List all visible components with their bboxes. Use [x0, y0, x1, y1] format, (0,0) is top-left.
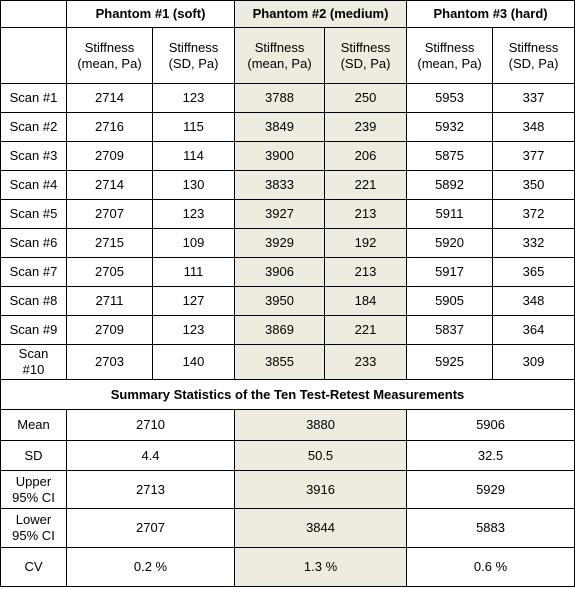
subheader-line: Stiffness	[168, 39, 219, 55]
subheader-line: Stiffness	[340, 39, 391, 55]
value-cell: 3900	[235, 142, 325, 171]
value-cell: 5953	[407, 84, 493, 113]
value-cell: 350	[493, 171, 575, 200]
value-cell: 3906	[235, 258, 325, 287]
value-cell: 3927	[235, 200, 325, 229]
value-cell: 5892	[407, 171, 493, 200]
summary-title: Summary Statistics of the Ten Test-Retest Measurements	[1, 380, 575, 410]
value-cell: 114	[153, 142, 235, 171]
summary-value: 5929	[407, 471, 575, 509]
value-cell: 5905	[407, 287, 493, 316]
summary-row-mean	[1, 410, 575, 441]
summary-row-sd	[1, 441, 575, 471]
summary-row-lower-ci	[1, 509, 575, 548]
value-cell: 111	[153, 258, 235, 287]
value-cell: 109	[153, 229, 235, 258]
row-label	[1, 471, 67, 509]
row-label: Scan #2	[1, 113, 67, 142]
summary-value: 4.4	[67, 441, 235, 471]
scan-row	[1, 142, 575, 171]
row-label: CV	[1, 548, 67, 587]
phantom-1-header: Phantom #1 (soft)	[67, 1, 235, 28]
mean-subheader	[407, 28, 493, 84]
row-label	[1, 345, 67, 380]
row-label: SD	[1, 441, 67, 471]
phantom-2-header: Phantom #2 (medium)	[235, 1, 407, 28]
value-cell: 213	[325, 200, 407, 229]
value-cell: 364	[493, 316, 575, 345]
subheader-row	[1, 28, 575, 84]
value-cell: 2715	[67, 229, 153, 258]
mean-subheader	[67, 28, 153, 84]
corner-cell-2	[1, 28, 67, 84]
summary-value: 1.3 %	[235, 548, 407, 587]
sd-subheader	[493, 28, 575, 84]
value-cell: 372	[493, 200, 575, 229]
value-cell: 2705	[67, 258, 153, 287]
row-label-line: Scan	[18, 346, 49, 361]
scan-row	[1, 171, 575, 200]
subheader-line: (SD, Pa)	[508, 55, 559, 71]
phantom-header-row	[1, 1, 575, 28]
value-cell: 337	[493, 84, 575, 113]
summary-value: 32.5	[407, 441, 575, 471]
value-cell: 123	[153, 84, 235, 113]
value-cell: 130	[153, 171, 235, 200]
summary-value: 0.2 %	[67, 548, 235, 587]
summary-value: 3844	[235, 509, 407, 548]
summary-value: 0.6 %	[407, 548, 575, 587]
value-cell: 5875	[407, 142, 493, 171]
row-label-line: Lower	[15, 512, 52, 527]
row-label: Scan #1	[1, 84, 67, 113]
subheader-line: (SD, Pa)	[340, 55, 391, 71]
sd-subheader	[153, 28, 235, 84]
value-cell: 239	[325, 113, 407, 142]
summary-value: 5883	[407, 509, 575, 548]
subheader-line: Stiffness	[508, 39, 559, 55]
scan-row	[1, 229, 575, 258]
row-label: Scan #4	[1, 171, 67, 200]
value-cell: 5917	[407, 258, 493, 287]
row-label: Scan #5	[1, 200, 67, 229]
value-cell: 206	[325, 142, 407, 171]
value-cell: 221	[325, 171, 407, 200]
value-cell: 5925	[407, 345, 493, 380]
value-cell: 140	[153, 345, 235, 380]
summary-value: 2713	[67, 471, 235, 509]
scan-row	[1, 287, 575, 316]
value-cell: 348	[493, 287, 575, 316]
scan-row	[1, 113, 575, 142]
phantom-3-header: Phantom #3 (hard)	[407, 1, 575, 28]
value-cell: 213	[325, 258, 407, 287]
value-cell: 2709	[67, 142, 153, 171]
sd-subheader	[325, 28, 407, 84]
value-cell: 123	[153, 316, 235, 345]
summary-value: 5906	[407, 410, 575, 441]
scan-row	[1, 84, 575, 113]
row-label	[1, 509, 67, 548]
row-label: Scan #3	[1, 142, 67, 171]
value-cell: 365	[493, 258, 575, 287]
row-label-line: Upper	[15, 473, 52, 489]
summary-value: 2710	[67, 410, 235, 441]
row-label: Scan #6	[1, 229, 67, 258]
value-cell: 2711	[67, 287, 153, 316]
value-cell: 5932	[407, 113, 493, 142]
summary-row-upper-ci	[1, 471, 575, 509]
value-cell: 3833	[235, 171, 325, 200]
row-label: Scan #7	[1, 258, 67, 287]
value-cell: 233	[325, 345, 407, 380]
value-cell: 2714	[67, 171, 153, 200]
value-cell: 2703	[67, 345, 153, 380]
subheader-line: Stiffness	[424, 39, 475, 55]
summary-value: 2707	[67, 509, 235, 548]
summary-value: 3880	[235, 410, 407, 441]
value-cell: 3950	[235, 287, 325, 316]
row-label-line: #10	[22, 362, 45, 377]
summary-row-cv	[1, 548, 575, 587]
value-cell: 2709	[67, 316, 153, 345]
value-cell: 377	[493, 142, 575, 171]
scan-row	[1, 345, 575, 380]
value-cell: 309	[493, 345, 575, 380]
value-cell: 5920	[407, 229, 493, 258]
summary-title-row	[1, 380, 575, 410]
subheader-line: (mean, Pa)	[247, 55, 312, 71]
subheader-line: Stiffness	[84, 39, 135, 55]
value-cell: 127	[153, 287, 235, 316]
value-cell: 250	[325, 84, 407, 113]
value-cell: 3849	[235, 113, 325, 142]
scan-row	[1, 200, 575, 229]
value-cell: 348	[493, 113, 575, 142]
value-cell: 3855	[235, 345, 325, 380]
value-cell: 115	[153, 113, 235, 142]
value-cell: 3869	[235, 316, 325, 345]
value-cell: 123	[153, 200, 235, 229]
subheader-line: (mean, Pa)	[77, 55, 142, 71]
value-cell: 2707	[67, 200, 153, 229]
value-cell: 192	[325, 229, 407, 258]
scan-row	[1, 316, 575, 345]
value-cell: 2716	[67, 113, 153, 142]
subheader-line: (SD, Pa)	[168, 55, 219, 71]
row-label: Scan #9	[1, 316, 67, 345]
subheader-line: (mean, Pa)	[417, 55, 482, 71]
value-cell: 184	[325, 287, 407, 316]
value-cell: 2714	[67, 84, 153, 113]
subheader-line: Stiffness	[254, 39, 305, 55]
row-label: Scan #8	[1, 287, 67, 316]
value-cell: 221	[325, 316, 407, 345]
row-label-line: 95% CI	[12, 528, 55, 543]
value-cell: 3788	[235, 84, 325, 113]
value-cell: 3929	[235, 229, 325, 258]
summary-value: 50.5	[235, 441, 407, 471]
row-label-line: 95% CI	[12, 489, 55, 505]
row-label: Mean	[1, 410, 67, 441]
summary-value: 3916	[235, 471, 407, 509]
mean-subheader	[235, 28, 325, 84]
scan-row	[1, 258, 575, 287]
value-cell: 5837	[407, 316, 493, 345]
value-cell: 332	[493, 229, 575, 258]
corner-cell	[1, 1, 67, 28]
value-cell: 5911	[407, 200, 493, 229]
